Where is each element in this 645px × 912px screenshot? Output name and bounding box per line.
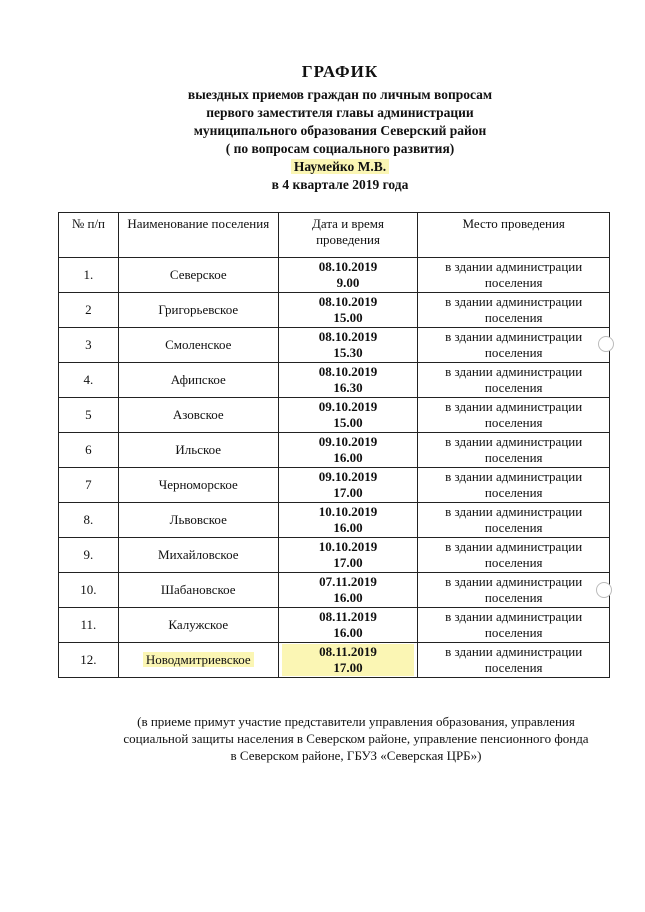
place [418,643,610,678]
time: 17.00 [282,660,415,676]
date-time [278,433,418,468]
header-line-1: выездных приемов граждан по личным вопросам [187,87,493,102]
place-line-2: поселения [484,415,543,430]
row-number: 7 [59,468,119,503]
row-number: 9. [59,538,119,573]
place [418,328,610,363]
place [418,608,610,643]
time: 16.00 [333,590,363,605]
schedule-body [59,258,610,678]
time: 15.00 [333,415,363,430]
place-line-1: в здании администрации [445,644,583,659]
time: 16.00 [333,625,363,640]
participants-note [96,713,616,764]
date: 09.10.2019 [318,469,378,484]
date-time [278,643,418,678]
place [418,398,610,433]
place-line-1: в здании администрации [445,434,583,449]
place-line-1: в здании администрации [445,259,583,274]
place [418,258,610,293]
settlement-name: Смоленское [118,328,278,363]
schedule-table [58,212,610,678]
time: 17.00 [333,485,363,500]
note-line-2: социальной защиты населения в Северском районе, управление пенсионного фонда [123,731,589,746]
row-number: 3 [59,328,119,363]
row-number: 1. [59,258,119,293]
period-line: в 4 квартале 2019 года [271,177,409,192]
time: 15.00 [333,310,363,325]
date-time [278,363,418,398]
place-line-2: поселения [484,660,543,675]
table-row [59,608,610,643]
date: 10.10.2019 [318,504,378,519]
time: 16.00 [333,520,363,535]
date-time [278,293,418,328]
place [418,293,610,328]
place-line-2: поселения [484,380,543,395]
settlement-name: Львовское [118,503,278,538]
row-number: 4. [59,363,119,398]
place-line-2: поселения [484,310,543,325]
place-line-1: в здании администрации [445,609,583,624]
settlement-name: Черноморское [118,468,278,503]
place-line-2: поселения [484,345,543,360]
place [418,573,610,608]
table-row [59,573,610,608]
date-time [278,468,418,503]
date: 09.10.2019 [318,434,378,449]
settlement-name: Азовское [118,398,278,433]
punch-hole-mark [596,582,612,598]
time: 16.30 [333,380,363,395]
date-time [278,258,418,293]
place-line-2: поселения [484,485,543,500]
date: 09.10.2019 [318,399,378,414]
settlement-name: Михайловское [118,538,278,573]
date-time [278,573,418,608]
place [418,468,610,503]
row-number: 2 [59,293,119,328]
time: 9.00 [336,275,360,290]
date-time [278,503,418,538]
place-line-2: поселения [484,450,543,465]
table-row [59,328,610,363]
settlement-name: Ильское [118,433,278,468]
note-line-3: в Северском районе, ГБУЗ «Северская ЦРБ») [230,748,482,763]
place-line-1: в здании администрации [445,329,583,344]
date: 08.10.2019 [318,329,378,344]
date: 08.10.2019 [318,364,378,379]
column-header-place: Место проведения [418,213,610,258]
place-line-1: в здании администрации [445,574,583,589]
settlement-name [118,643,278,678]
table-header-row [59,213,610,258]
date: 07.11.2019 [319,574,377,589]
date-time [278,538,418,573]
date: 08.10.2019 [318,259,378,274]
row-number: 5 [59,398,119,433]
place-line-2: поселения [484,590,543,605]
settlement-name: Шабановское [118,573,278,608]
column-header-datetime: Дата и время проведения [278,213,418,258]
table-row [59,293,610,328]
place-line-1: в здании администрации [445,469,583,484]
time: 16.00 [333,450,363,465]
place-line-1: в здании администрации [445,294,583,309]
place-line-2: поселения [484,555,543,570]
place [418,363,610,398]
table-row [59,468,610,503]
time: 17.00 [333,555,363,570]
document-header [120,62,560,194]
place-line-2: поселения [484,275,543,290]
punch-hole-mark [598,336,614,352]
settlement-name: Григорьевское [118,293,278,328]
place-line-2: поселения [484,625,543,640]
note-line-1: (в приеме примут участие представители управления образования, управления [137,714,575,729]
table-row [59,258,610,293]
header-line-2: первого заместителя главы администрации [206,105,474,120]
date: 08.11.2019 [282,644,415,660]
settlement-name: Северское [118,258,278,293]
column-header-number: № п/п [59,213,119,258]
settlement-name: Афипское [118,363,278,398]
table-row [59,538,610,573]
row-number: 12. [59,643,119,678]
row-number: 6 [59,433,119,468]
place [418,433,610,468]
date-time [278,328,418,363]
table-row [59,363,610,398]
document-title: ГРАФИК [301,62,379,81]
date: 10.10.2019 [318,539,378,554]
date-time [278,398,418,433]
header-line-4: ( по вопросам социального развития) [225,141,455,156]
settlement-name-highlighted: Новодмитриевское [143,652,254,667]
place [418,538,610,573]
place-line-2: поселения [484,520,543,535]
column-header-settlement: Наименование поселения [118,213,278,258]
date: 08.10.2019 [318,294,378,309]
header-line-3: муниципального образования Северский район [193,123,487,138]
place-line-1: в здании администрации [445,399,583,414]
place [418,503,610,538]
date-time [278,608,418,643]
time: 15.30 [333,345,363,360]
place-line-1: в здании администрации [445,539,583,554]
table-row [59,643,610,678]
place-line-1: в здании администрации [445,504,583,519]
row-number: 11. [59,608,119,643]
place-line-1: в здании администрации [445,364,583,379]
row-number: 10. [59,573,119,608]
date: 08.11.2019 [319,609,377,624]
row-number: 8. [59,503,119,538]
official-name-line [120,158,560,176]
table-row [59,503,610,538]
settlement-name: Калужское [118,608,278,643]
table-row [59,433,610,468]
official-name: Наумейко М.В. [291,159,389,174]
table-row [59,398,610,433]
